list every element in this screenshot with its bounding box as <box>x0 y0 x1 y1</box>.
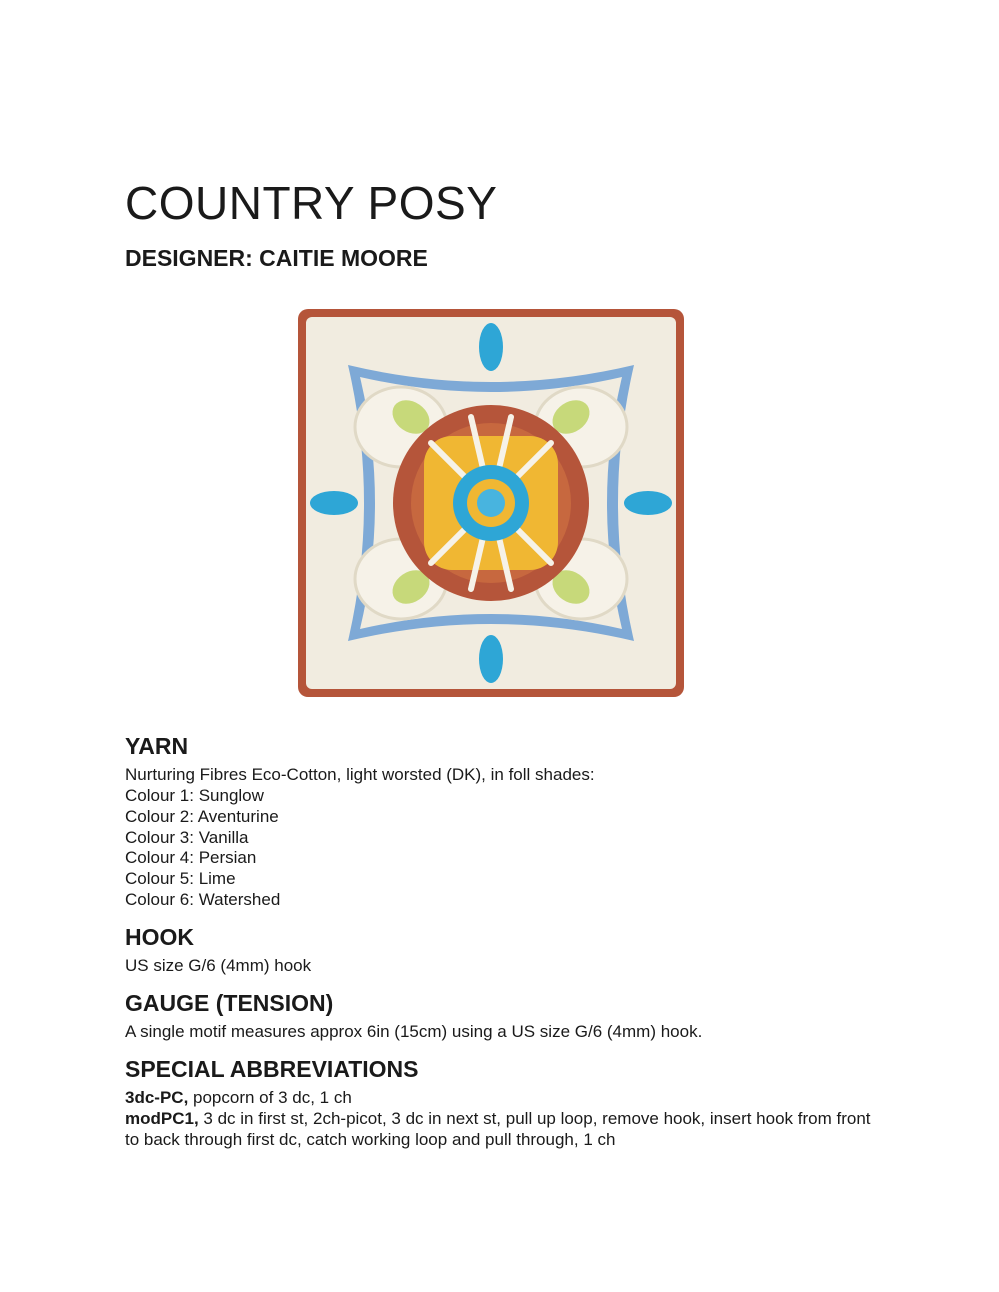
hook-section <box>125 924 885 977</box>
gauge-text: A single motif measures approx 6in (15cm) using a US size G/6 (4mm) hook. <box>125 1022 703 1042</box>
colour-item: Colour 3: Vanilla <box>125 827 249 847</box>
crochet-motif-image <box>296 307 686 699</box>
gauge-heading: GAUGE (TENSION) <box>125 990 334 1016</box>
colour-item: Colour 5: Lime <box>125 868 236 888</box>
page-title: COUNTRY POSY <box>125 177 498 229</box>
hook-text: US size G/6 (4mm) hook <box>125 956 312 976</box>
abbreviation-item <box>125 1088 875 1109</box>
abbreviations-heading: SPECIAL ABBREVIATIONS <box>125 1056 419 1082</box>
gauge-section <box>125 990 885 1043</box>
designer-credit: DESIGNER: CAITIE MOORE <box>125 245 428 271</box>
hook-heading: HOOK <box>125 924 194 950</box>
yarn-intro: Nurturing Fibres Eco-Cotton, light worsted (DK), in foll shades: <box>125 765 595 785</box>
abbreviation-term: 3dc-PC, <box>125 1088 189 1108</box>
yarn-section <box>125 733 885 910</box>
abbreviation-item <box>125 1109 875 1150</box>
colour-item: Colour 6: Watershed <box>125 889 281 909</box>
colour-item: Colour 1: Sunglow <box>125 786 264 806</box>
abbreviation-term: modPC1, <box>125 1109 199 1129</box>
abbreviation-definition: 3 dc in first st, 2ch-picot, 3 dc in next st, pull up loop, remove hook, insert hook from front to back through first dc, catch working loop and pull through, 1 ch <box>125 1109 871 1149</box>
colour-item: Colour 2: Aventurine <box>125 806 279 826</box>
colour-item: Colour 4: Persian <box>125 848 257 868</box>
abbreviation-definition: popcorn of 3 dc, 1 ch <box>188 1088 352 1108</box>
abbreviations-section <box>125 1056 875 1151</box>
yarn-heading: YARN <box>125 733 189 759</box>
